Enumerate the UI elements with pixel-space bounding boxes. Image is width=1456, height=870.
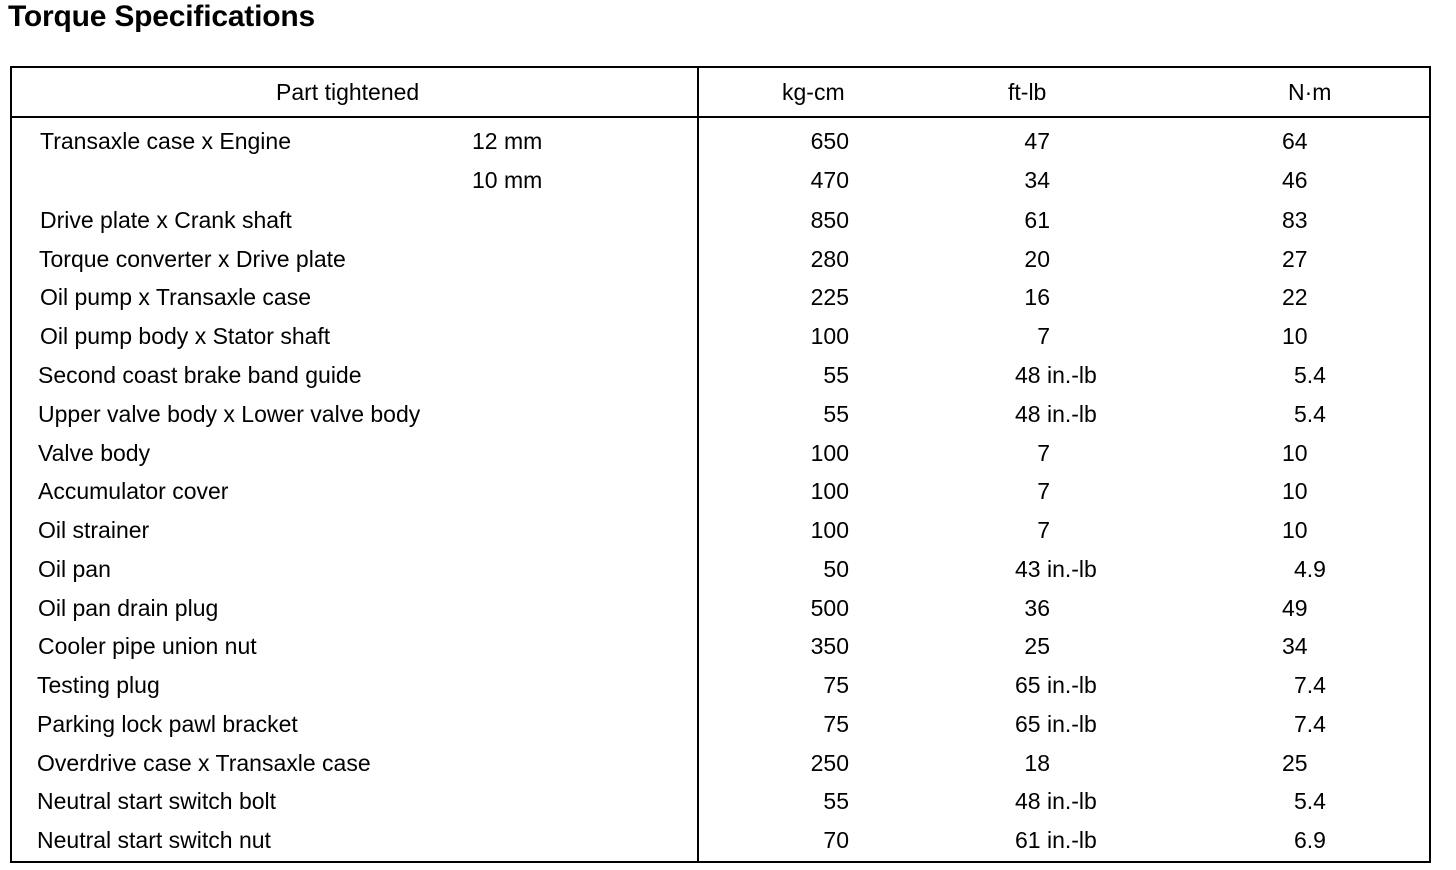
table-cell-ftlb: 7 xyxy=(1037,440,1050,466)
table-cell-nm: 10 xyxy=(1282,323,1308,349)
header-part: Part tightened xyxy=(276,79,420,105)
header-divider xyxy=(12,116,1429,118)
table-cell-part: Oil pan drain plug xyxy=(38,595,219,621)
table-cell-ftlb: 48 in.-lb xyxy=(1015,788,1097,814)
table-cell-ftlb: 48 in.-lb xyxy=(1015,362,1097,388)
table-cell-part: Transaxle case x Engine xyxy=(40,128,292,154)
table-cell-ftlb: 25 xyxy=(1024,633,1050,659)
table-cell-kgcm: 280 xyxy=(810,246,849,272)
table-cell-nm: 5.4 xyxy=(1294,401,1326,427)
table-cell-ftlb: 65 in.-lb xyxy=(1015,672,1097,698)
table-cell-nm: 10 xyxy=(1282,478,1308,504)
table-cell-kgcm: 55 xyxy=(823,401,849,427)
table-cell-nm: 5.4 xyxy=(1294,788,1326,814)
table-cell-part: Accumulator cover xyxy=(38,478,229,504)
table-cell-part: Overdrive case x Transaxle case xyxy=(37,750,371,776)
table-cell-kgcm: 50 xyxy=(823,556,849,582)
table-cell-part: Upper valve body x Lower valve body xyxy=(38,401,421,427)
table-cell-ftlb: 65 in.-lb xyxy=(1015,711,1097,737)
table-cell-size: 12 mm xyxy=(472,128,543,154)
table-cell-ftlb: 47 xyxy=(1024,128,1050,154)
table-cell-kgcm: 350 xyxy=(810,633,849,659)
table-cell-part: Oil strainer xyxy=(38,517,150,543)
table-cell-nm: 46 xyxy=(1282,167,1308,193)
table-cell-part: Valve body xyxy=(38,440,151,466)
table-cell-part: Cooler pipe union nut xyxy=(38,633,257,659)
table-cell-part: Second coast brake band guide xyxy=(38,362,362,388)
table-cell-part: Neutral start switch bolt xyxy=(37,788,277,814)
table-cell-kgcm: 100 xyxy=(810,517,849,543)
table-cell-kgcm: 225 xyxy=(810,284,849,310)
table-cell-nm: 22 xyxy=(1282,284,1308,310)
header-ftlb: ft-lb xyxy=(1008,79,1047,105)
table-cell-part: Testing plug xyxy=(37,672,160,698)
table-cell-part: Torque converter x Drive plate xyxy=(39,246,346,272)
table-cell-nm: 83 xyxy=(1282,207,1308,233)
table-cell-kgcm: 70 xyxy=(823,827,849,853)
column-divider xyxy=(697,68,699,861)
table-cell-nm: 49 xyxy=(1282,595,1308,621)
table-cell-kgcm: 55 xyxy=(823,788,849,814)
table-cell-kgcm: 100 xyxy=(810,440,849,466)
table-cell-ftlb: 16 xyxy=(1024,284,1050,310)
table-cell-part: Neutral start switch nut xyxy=(37,827,271,853)
table-cell-nm: 10 xyxy=(1282,440,1308,466)
table-cell-part: Parking lock pawl bracket xyxy=(37,711,298,737)
table-cell-nm: 10 xyxy=(1282,517,1308,543)
table-cell-nm: 4.9 xyxy=(1294,556,1326,582)
table-cell-ftlb: 36 xyxy=(1024,595,1050,621)
table-cell-part: Drive plate x Crank shaft xyxy=(40,207,292,233)
table-cell-kgcm: 850 xyxy=(810,207,849,233)
table-cell-kgcm: 100 xyxy=(810,478,849,504)
table-cell-nm: 7.4 xyxy=(1294,672,1326,698)
page-title: Torque Specifications xyxy=(8,0,315,33)
table-cell-kgcm: 470 xyxy=(810,167,849,193)
table-cell-part: Oil pan xyxy=(38,556,111,582)
table-cell-part: Oil pump x Transaxle case xyxy=(40,284,312,310)
table-cell-ftlb: 7 xyxy=(1037,478,1050,504)
table-cell-ftlb: 7 xyxy=(1037,323,1050,349)
table-cell-nm: 5.4 xyxy=(1294,362,1326,388)
table-cell-size: 10 mm xyxy=(472,167,543,193)
table-cell-kgcm: 55 xyxy=(823,362,849,388)
table-cell-ftlb: 7 xyxy=(1037,517,1050,543)
table-cell-nm: 7.4 xyxy=(1294,711,1326,737)
table-cell-ftlb: 61 xyxy=(1024,207,1050,233)
header-nm: N·m xyxy=(1288,79,1332,105)
table-cell-ftlb: 20 xyxy=(1024,246,1050,272)
torque-table xyxy=(10,66,1431,863)
table-cell-nm: 25 xyxy=(1282,750,1308,776)
table-cell-ftlb: 18 xyxy=(1024,750,1050,776)
table-cell-kgcm: 100 xyxy=(810,323,849,349)
header-kgcm: kg-cm xyxy=(782,79,845,105)
table-cell-ftlb: 61 in.-lb xyxy=(1015,827,1097,853)
table-cell-nm: 34 xyxy=(1282,633,1308,659)
table-cell-kgcm: 75 xyxy=(823,672,849,698)
table-cell-part: Oil pump body x Stator shaft xyxy=(40,323,331,349)
table-cell-nm: 6.9 xyxy=(1294,827,1326,853)
table-cell-nm: 64 xyxy=(1282,128,1308,154)
table-cell-ftlb: 43 in.-lb xyxy=(1015,556,1097,582)
table-cell-kgcm: 75 xyxy=(823,711,849,737)
table-cell-kgcm: 250 xyxy=(810,750,849,776)
table-cell-kgcm: 500 xyxy=(810,595,849,621)
table-cell-ftlb: 34 xyxy=(1024,167,1050,193)
table-cell-nm: 27 xyxy=(1282,246,1308,272)
table-cell-kgcm: 650 xyxy=(810,128,849,154)
table-cell-ftlb: 48 in.-lb xyxy=(1015,401,1097,427)
